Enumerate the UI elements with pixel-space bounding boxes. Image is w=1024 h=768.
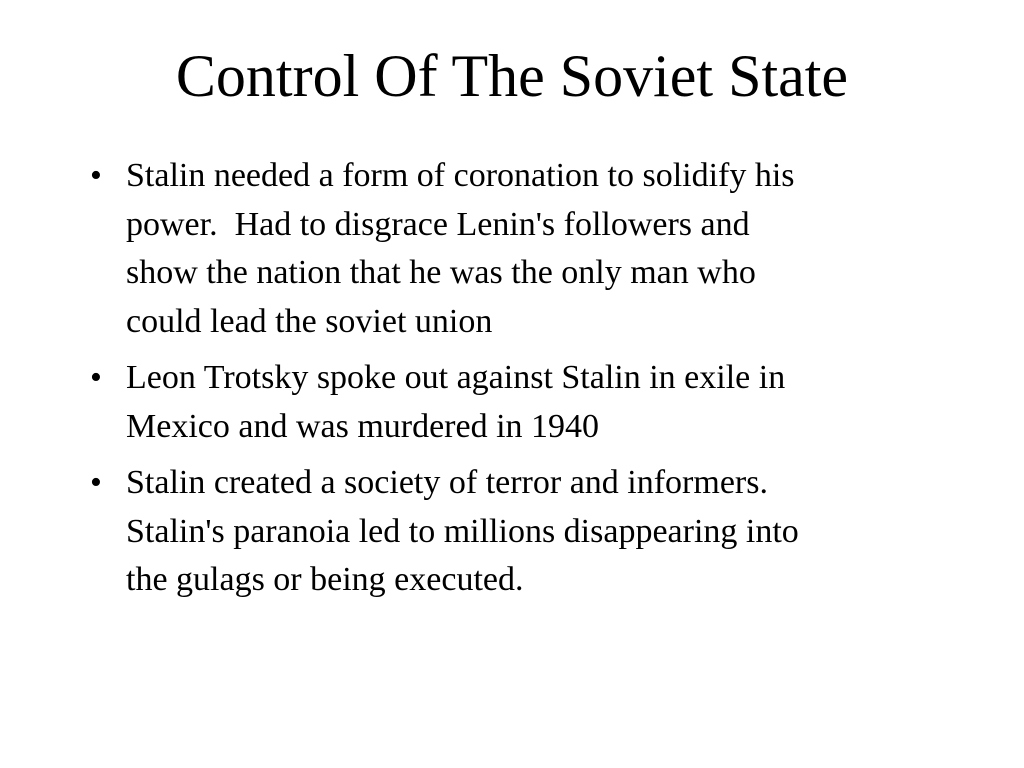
bullet-line: could lead the soviet union [126, 302, 493, 340]
bullet-line: Leon Trotsky spoke out against Stalin in exile in [126, 359, 786, 396]
bullet-item-trotsky [82, 354, 942, 451]
bullet-text [126, 152, 942, 346]
bullet-line: Stalin needed a form of coronation to solidify his [126, 157, 795, 194]
bullet-text [126, 354, 942, 451]
bullet-line: Stalin's paranoia led to millions disappearing into [126, 512, 799, 550]
bullet-text [126, 459, 942, 605]
bullet-list [82, 152, 942, 613]
bullet-line: Stalin created a society of terror and informers. [126, 464, 768, 501]
bullet-line: Mexico and was murdered in 1940 [126, 407, 600, 445]
bullet-marker: • [90, 359, 102, 396]
slide-title: Control Of The Soviet State [175, 43, 849, 109]
bullet-line: the gulags or being executed. [126, 561, 524, 598]
bullet-line: power. Had to disgrace Lenin's followers and [126, 205, 750, 243]
bullet-item-stalin-coronation [82, 152, 942, 346]
bullet-marker: • [90, 464, 102, 501]
bullet-line: show the nation that he was the only man who [126, 254, 756, 291]
bullet-item-terror-society [82, 459, 942, 605]
bullet-marker: • [90, 157, 102, 194]
